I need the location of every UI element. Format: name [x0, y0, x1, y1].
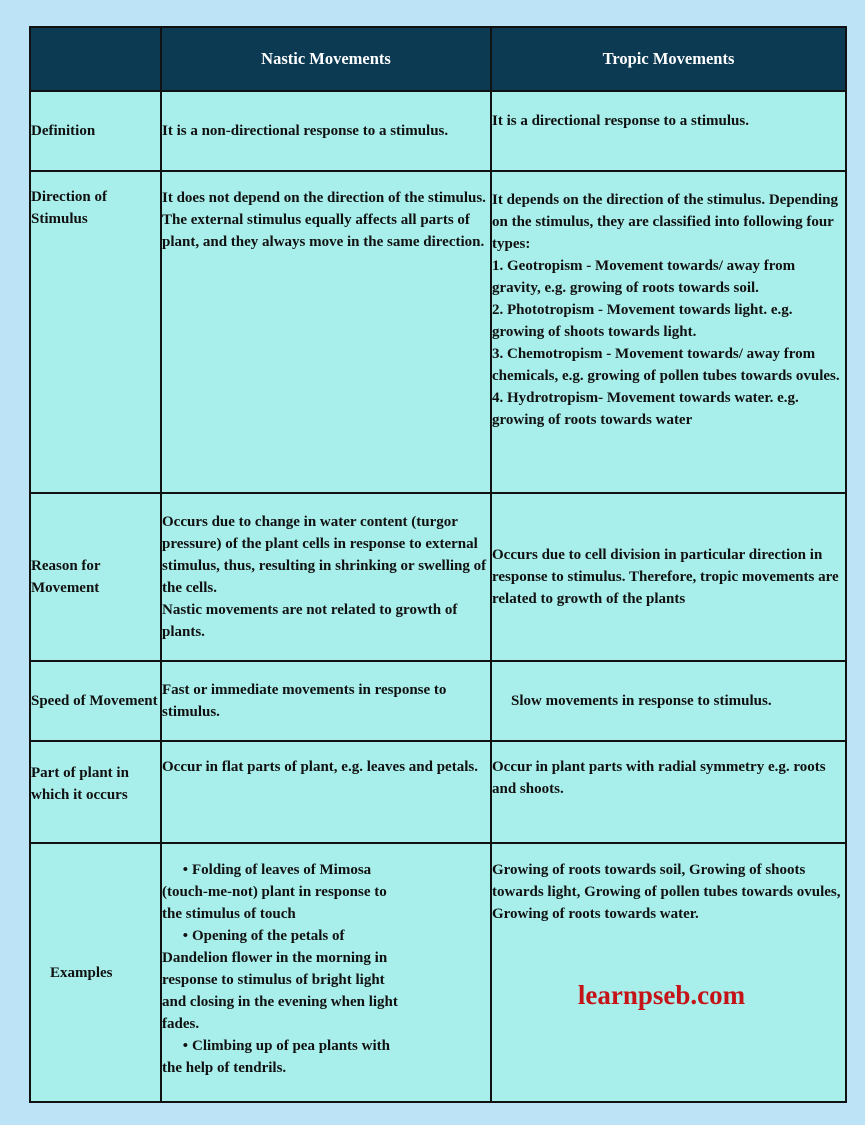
- examples-tropic-cell: [491, 843, 846, 1102]
- row-definition: [30, 91, 846, 171]
- list-item: • Opening of the petals of Dandelion flower in the morning in response to stimulus of bright light and closing in the evening when light fades.: [162, 928, 398, 1032]
- direction-tropic: It depends on the direction of the stimulus. Depending on the stimulus, they are classified into following four types: 1. Geotropism - Movement towards/ away from gravity, e.g. growing of roots towards soil. 2. Phototropism - Movement towards light. e.g. growing of shoots towards light. 3. Chemotropism - Movement towards/ away from chemicals, e.g. growing of pollen tubes towards ovules. 4. Hydrotropism- Movement towards water. e.g. growing of roots towards water: [491, 171, 846, 493]
- reason-tropic: Occurs due to cell division in particular direction in response to stimulus. Therefore, tropic movements are related to growth of the plants: [491, 493, 846, 661]
- list-item: • Climbing up of pea plants with the help of tendrils.: [162, 1038, 390, 1076]
- row-label-direction: Direction of Stimulus: [30, 171, 161, 493]
- part-tropic: Occur in plant parts with radial symmetry e.g. roots and shoots.: [491, 741, 846, 843]
- examples-item-text: Opening of the petals of Dandelion flower in the morning in response to stimulus of bright light and closing in the evening when light fades.: [162, 928, 398, 1032]
- examples-nastic: [161, 843, 491, 1102]
- row-reason: [30, 493, 846, 661]
- list-item: • Folding of leaves of Mimosa (touch-me-not) plant in response to the stimulus of touch: [162, 862, 387, 922]
- examples-item-text: Climbing up of pea plants with the help of tendrils.: [162, 1038, 390, 1076]
- row-label-part: Part of plant in which it occurs: [30, 741, 161, 843]
- speed-nastic: Fast or immediate movements in response to stimulus.: [161, 661, 491, 741]
- reason-nastic: Occurs due to change in water content (turgor pressure) of the plant cells in response to external stimulus, thus, resulting in shrinking or swelling of the cells. Nastic movements are not related to growth of plants.: [161, 493, 491, 661]
- header-blank-cell: [30, 27, 161, 91]
- examples-item-text: Folding of leaves of Mimosa (touch-me-not) plant in response to the stimulus of touch: [162, 862, 387, 922]
- row-label-examples: Examples: [30, 843, 161, 1102]
- direction-nastic: It does not depend on the direction of the stimulus. The external stimulus equally affects all parts of plant, and they always move in the same direction.: [161, 171, 491, 493]
- row-speed: [30, 661, 846, 741]
- row-label-reason: Reason for Movement: [30, 493, 161, 661]
- row-label-speed: Speed of Movement: [30, 661, 161, 741]
- row-direction: [30, 171, 846, 493]
- comparison-table: [29, 26, 847, 1103]
- examples-list: [162, 859, 410, 1079]
- row-examples: [30, 843, 846, 1102]
- row-label-definition: Definition: [30, 91, 161, 171]
- header-row: [30, 27, 846, 91]
- site-watermark: learnpseb.com: [577, 980, 746, 1010]
- definition-nastic: It is a non-directional response to a stimulus.: [161, 91, 491, 171]
- speed-tropic: Slow movements in response to stimulus.: [491, 661, 846, 741]
- header-nastic: Nastic Movements: [161, 27, 491, 91]
- part-nastic: Occur in flat parts of plant, e.g. leaves and petals.: [161, 741, 491, 843]
- examples-tropic: Growing of roots towards soil, Growing of shoots towards light, Growing of pollen tubes towards ovules, Growing of roots towards water.: [492, 862, 841, 922]
- row-part: [30, 741, 846, 843]
- definition-tropic: It is a directional response to a stimulus.: [491, 91, 846, 171]
- header-tropic: Tropic Movements: [491, 27, 846, 91]
